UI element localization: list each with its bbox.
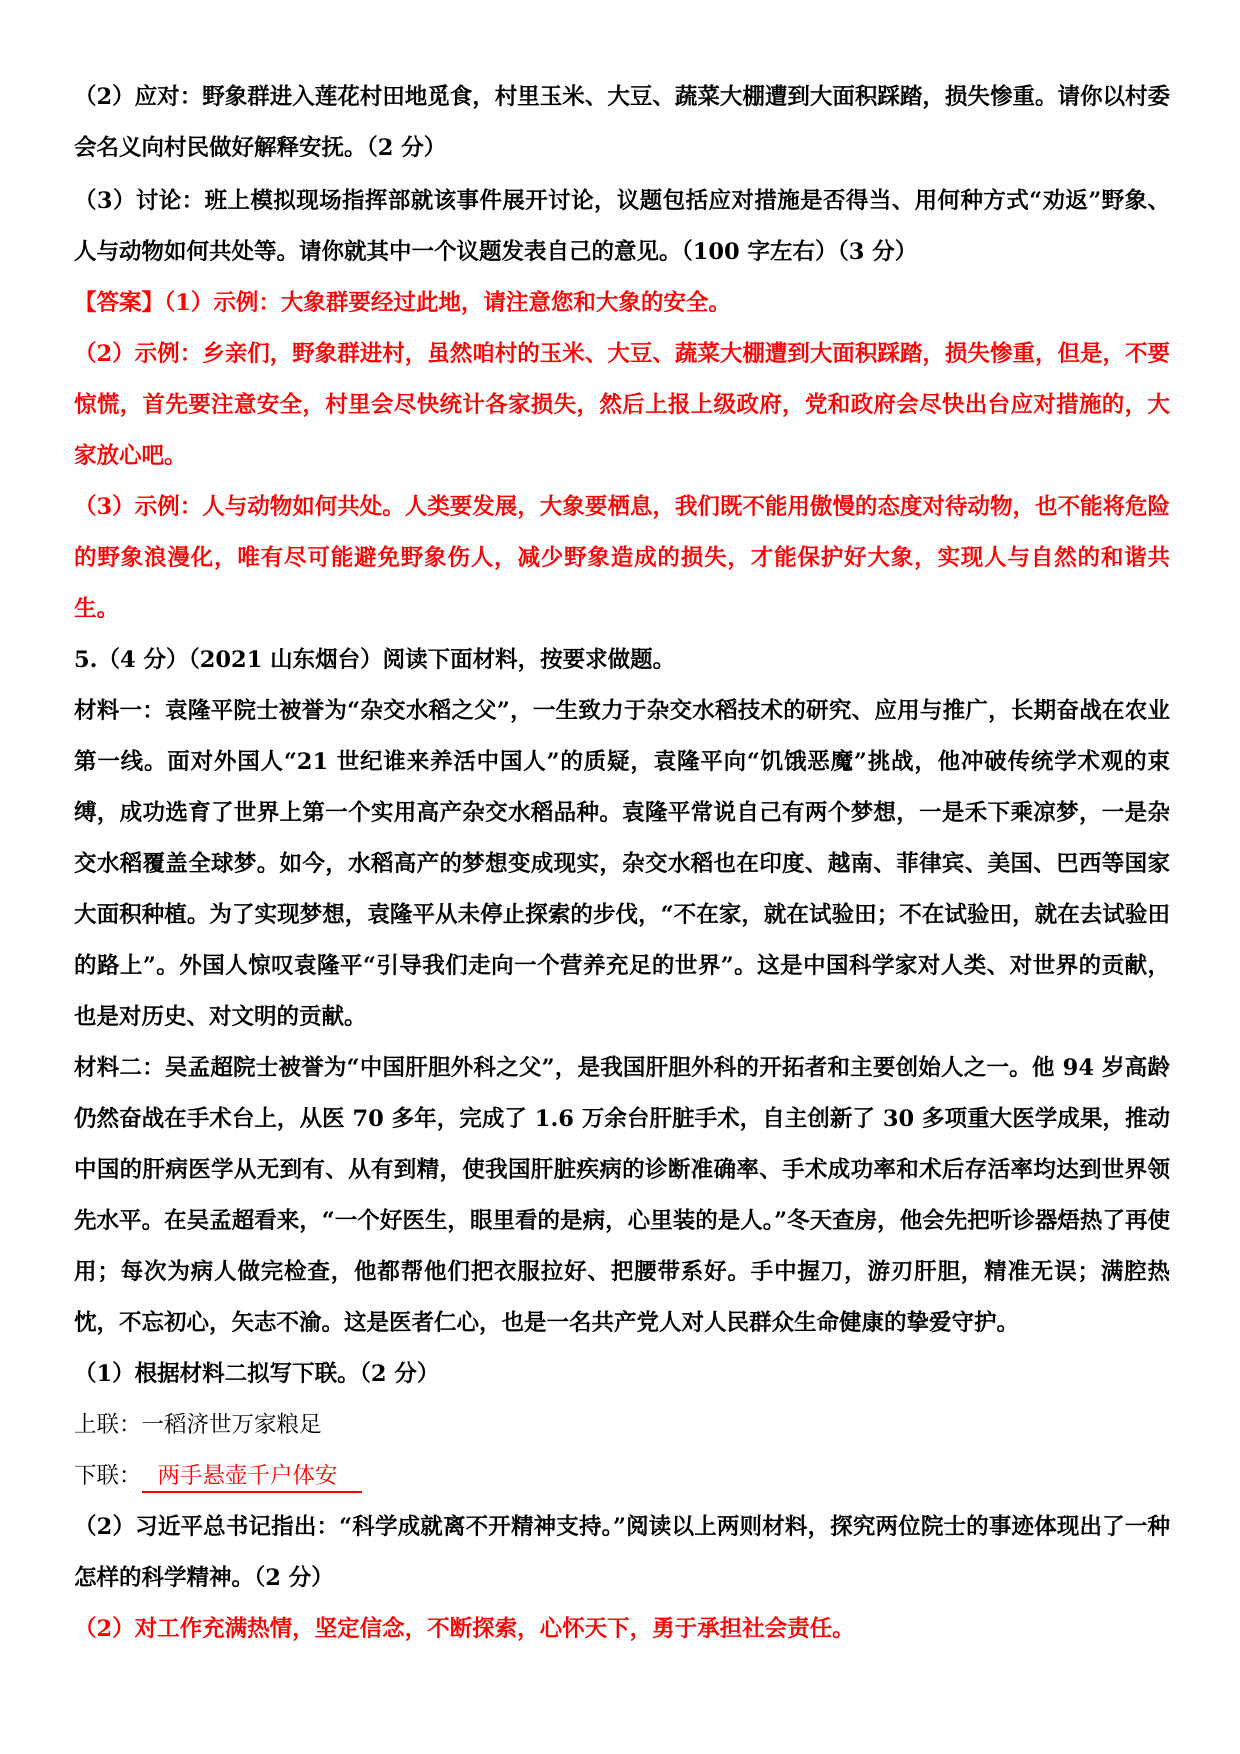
couplet-upper-text: 一稻济世万家粮足: [141, 1412, 322, 1438]
q4-answer-3: （3）示例：人与动物如何共处。人类要发展，大象要栖息，我们既不能用傲慢的态度对待动物，也不能将危险的野象浪漫化，唯有尽可能避免野象伤人，减少野象造成的损失，才能保护好大象，实现人与自然的和谐共生。: [74, 494, 1170, 622]
couplet-upper-label: 上联：: [74, 1412, 142, 1438]
q4-answer-2: （2）示例：乡亲们，野象群进村，虽然咱村的玉米、大豆、蔬菜大棚遭到大面积踩踏，损失惨重，但是，不要惊慌，首先要注意安全，村里会尽快统计各家损失，然后上报上级政府，党和政府会尽快出台应对措施的，大家放心吧。: [74, 341, 1170, 469]
q5-header: 5.（4 分）（2021 山东烟台）阅读下面材料，按要求做题。: [74, 647, 676, 673]
q4-part3-prompt: （3）讨论：班上模拟现场指挥部就该事件展开讨论，议题包括应对措施是否得当、用何种方式“劝返”野象、人与动物如何共处等。请你就其中一个议题发表自己的意见。（100 字左右）（3 分）: [74, 188, 1170, 265]
couplet-upper: [74, 1400, 1170, 1451]
q5-task-2: （2）习近平总书记指出：“科学成就离不开精神支持。”阅读以上两则材料，探究两位院士的事迹体现出了一种怎样的科学精神。（2 分）: [74, 1514, 1170, 1591]
q5-material-2: 材料二：吴孟超院士被誉为“中国肝胆外科之父”，是我国肝胆外科的开拓者和主要创始人之一。他 94 岁高龄仍然奋战在手术台上，从医 70 多年，完成了 1.6 万余台肝脏手术，自主创新了 30 多项重大医学成果，推动中国的肝病医学从无到有、从有到精，使我国肝脏疾病的诊断准确率、手术成功率和术后存活率均达到世界领先水平。在吴孟超看来，“一个好医生，眼里看的是病，心里装的是人。”冬天查房，他会先把听诊器焐热了再使用；每次为病人做完检查，他都帮他们把衣服拉好、把腰带系好。手中握刀，游刃肝胆，精准无误；满腔热忱，不忘初心，矢志不渝。这是医者仁心，也是一名共产党人对人民群众生命健康的挚爱守护。: [74, 1055, 1170, 1336]
q5-answer-2: （2）对工作充满热情，坚定信念，不断探索，心怀天下，勇于承担社会责任。: [74, 1616, 855, 1642]
q5-material-1: 材料一：袁隆平院士被誉为“杂交水稻之父”，一生致力于杂交水稻技术的研究、应用与推广，长期奋战在农业第一线。面对外国人“21 世纪谁来养活中国人”的质疑，袁隆平向“饥饿恶魔”挑战，他冲破传统学术观的束缚，成功选育了世界上第一个实用高产杂交水稻品种。袁隆平常说自己有两个梦想，一是禾下乘凉梦，一是杂交水稻覆盖全球梦。如今，水稻高产的梦想变成现实，杂交水稻也在印度、越南、菲律宾、美国、巴西等国家大面积种植。为了实现梦想，袁隆平从未停止探索的步伐，“不在家，就在试验田；不在试验田，就在去试验田的路上”。外国人惊叹袁隆平“引导我们走向一个营养充足的世界”。这是中国科学家对人类、对世界的贡献，也是对历史、对文明的贡献。: [74, 698, 1170, 1030]
couplet-lower-answer: 两手悬壶千户体安: [142, 1461, 362, 1493]
q4-part2-prompt: （2）应对：野象群进入莲花村田地觅食，村里玉米、大豆、蔬菜大棚遭到大面积踩踏，损失惨重。请你以村委会名义向村民做好解释安抚。（2 分）: [74, 84, 1170, 161]
q4-answer-1: 【答案】（1）示例：大象群要经过此地，请注意您和大象的安全。: [74, 290, 731, 316]
q5-task-1: （1）根据材料二拟写下联。（2 分）: [74, 1361, 440, 1387]
couplet-lower-label: 下联：: [74, 1463, 142, 1489]
document-page: [74, 72, 1170, 1655]
couplet-lower: [74, 1451, 1170, 1502]
